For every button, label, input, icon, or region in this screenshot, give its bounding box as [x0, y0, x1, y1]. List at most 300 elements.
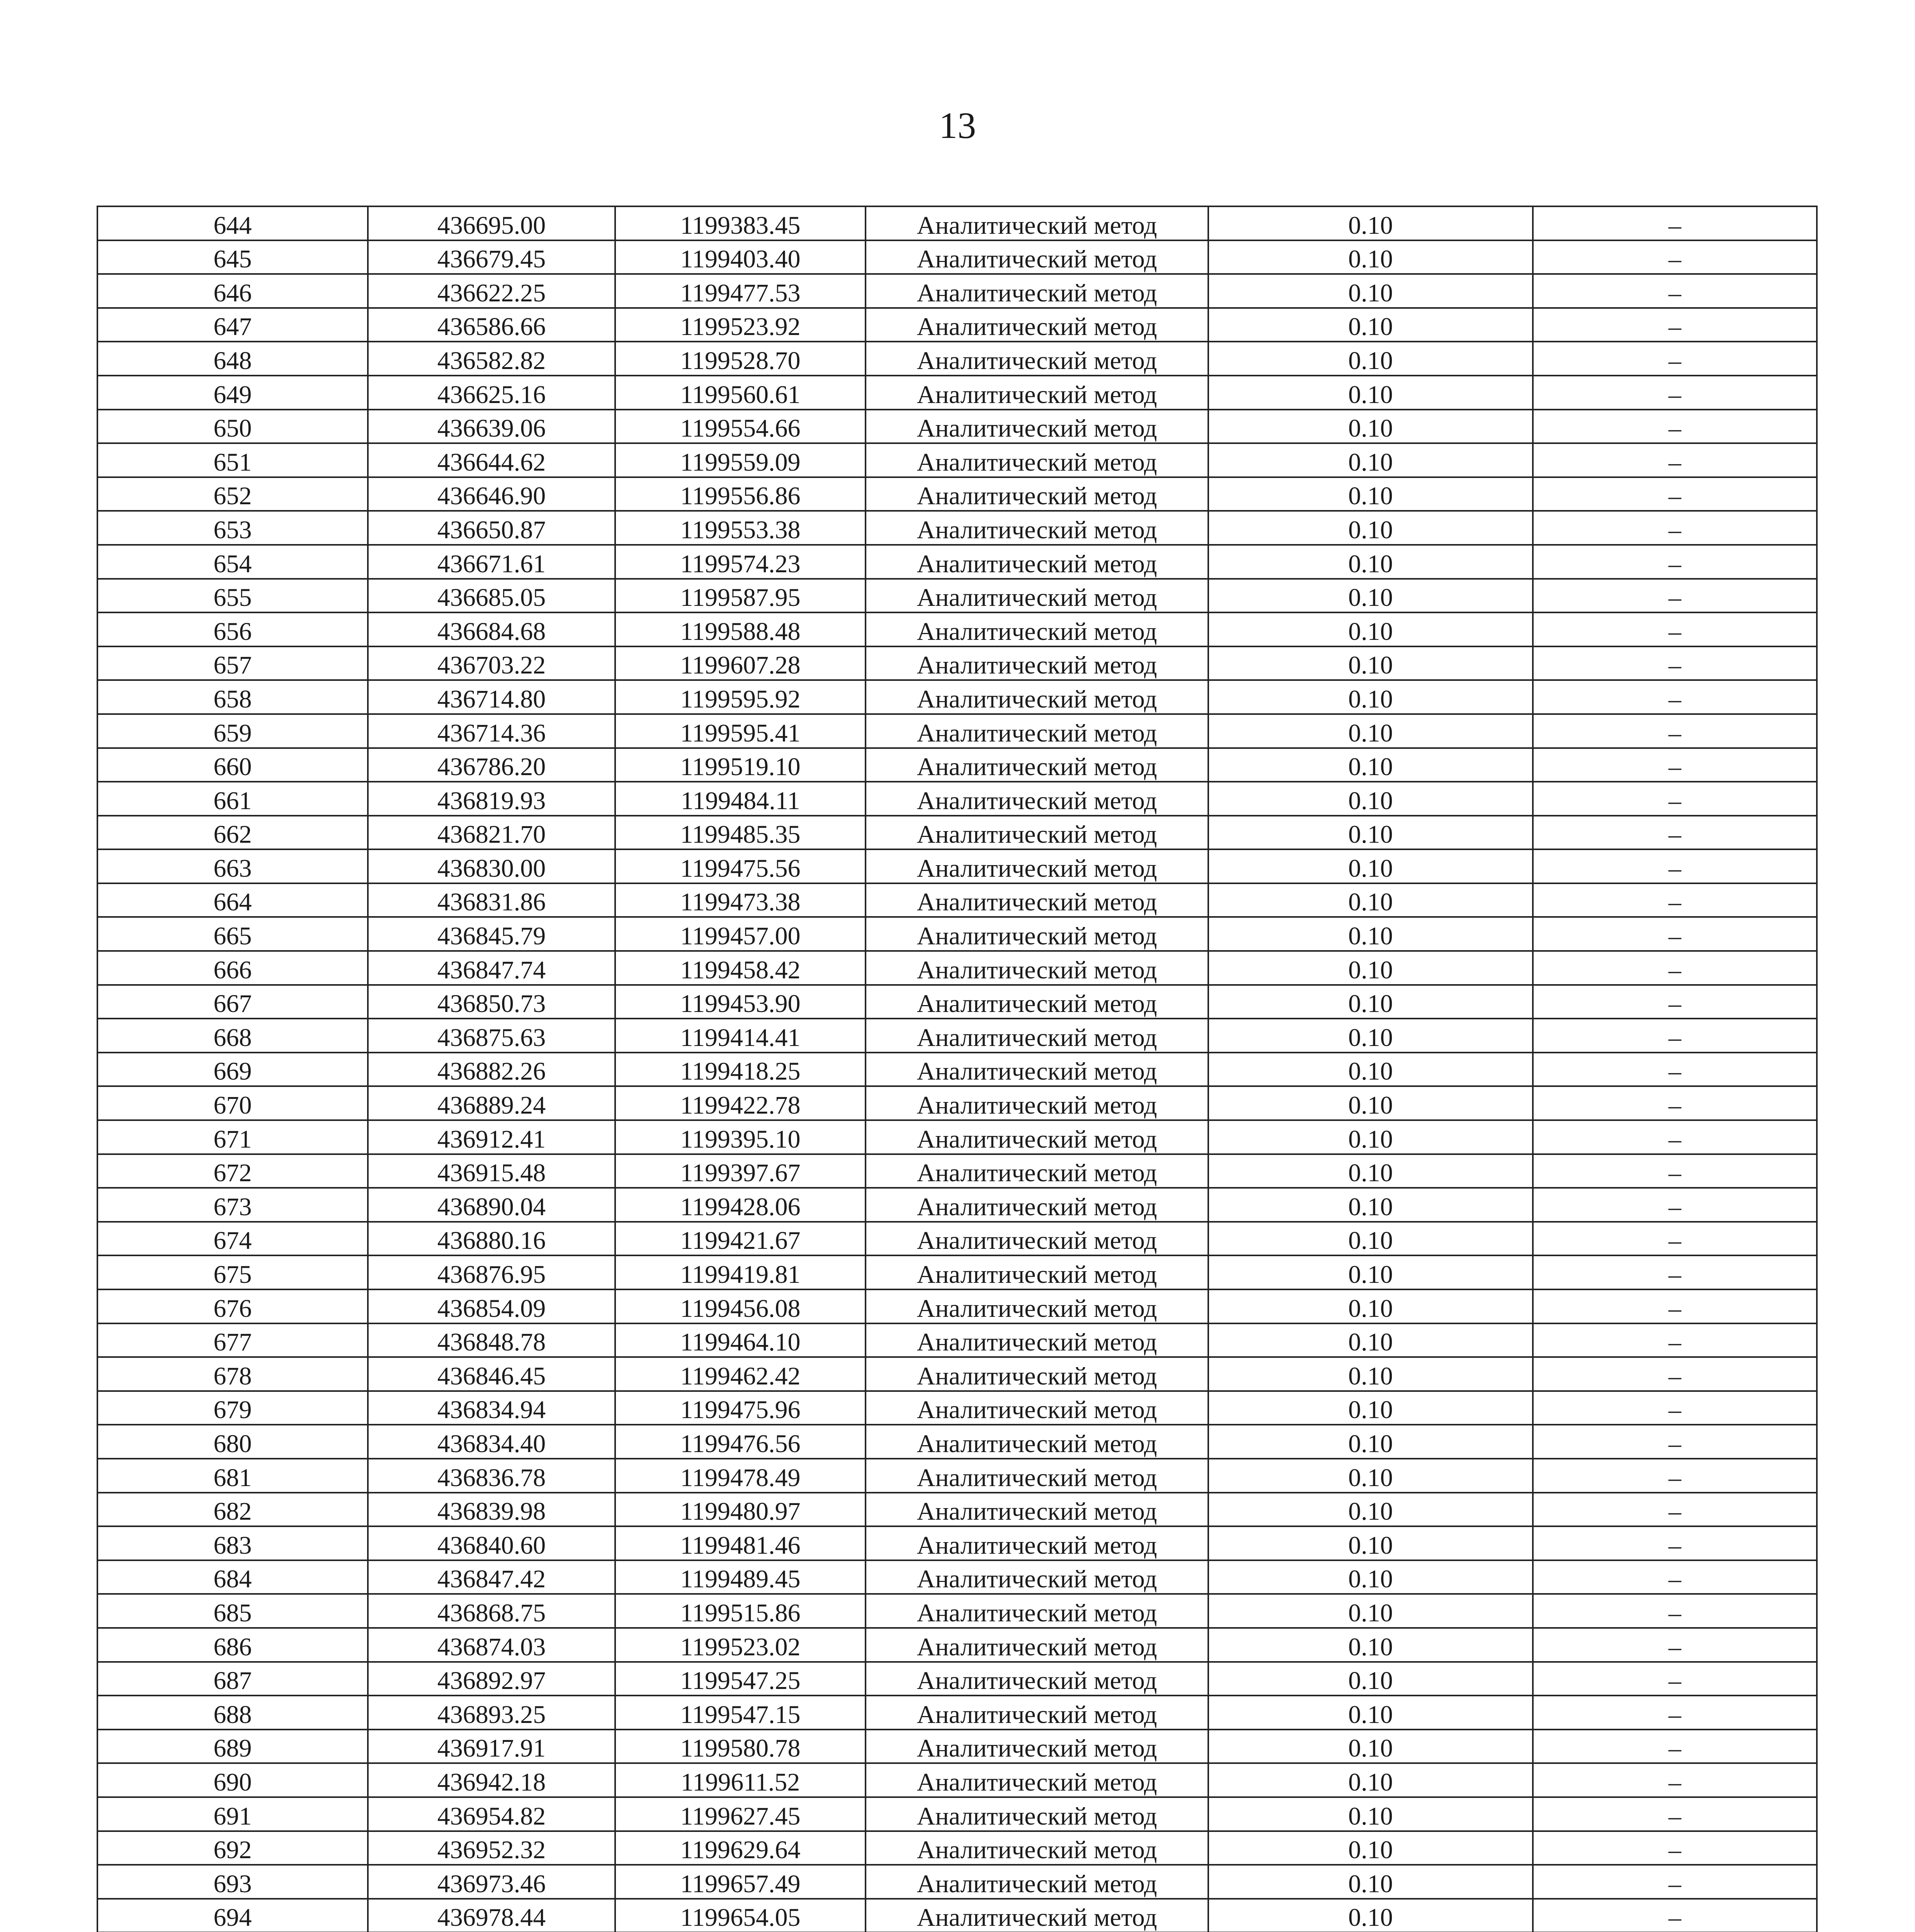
accuracy-cell: 0.10 — [1208, 1289, 1533, 1323]
table-row — [97, 1357, 1817, 1391]
point-number-cell: 682 — [97, 1493, 368, 1527]
method-cell: Аналитический метод — [866, 1053, 1208, 1087]
note-cell: – — [1533, 1222, 1817, 1256]
x-coordinate-cell: 436840.60 — [368, 1526, 615, 1560]
note-cell: – — [1533, 1289, 1817, 1323]
coordinates-table-body — [97, 206, 1817, 1932]
point-number-cell: 679 — [97, 1391, 368, 1425]
y-coordinate-cell: 1199554.66 — [615, 410, 866, 444]
point-number-cell: 672 — [97, 1154, 368, 1188]
y-coordinate-cell: 1199556.86 — [615, 477, 866, 511]
point-number-cell: 678 — [97, 1357, 368, 1391]
accuracy-cell: 0.10 — [1208, 680, 1533, 714]
method-cell: Аналитический метод — [866, 917, 1208, 951]
method-cell: Аналитический метод — [866, 985, 1208, 1019]
table-row — [97, 917, 1817, 951]
x-coordinate-cell: 436882.26 — [368, 1053, 615, 1087]
accuracy-cell: 0.10 — [1208, 782, 1533, 816]
x-coordinate-cell: 436836.78 — [368, 1459, 615, 1493]
y-coordinate-cell: 1199528.70 — [615, 342, 866, 376]
note-cell: – — [1533, 1391, 1817, 1425]
table-row — [97, 1154, 1817, 1188]
method-cell: Аналитический метод — [866, 1662, 1208, 1696]
accuracy-cell: 0.10 — [1208, 1594, 1533, 1628]
point-number-cell: 663 — [97, 849, 368, 883]
method-cell: Аналитический метод — [866, 342, 1208, 376]
accuracy-cell: 0.10 — [1208, 951, 1533, 985]
method-cell: Аналитический метод — [866, 1797, 1208, 1831]
table-row — [97, 680, 1817, 714]
method-cell: Аналитический метод — [866, 1493, 1208, 1527]
x-coordinate-cell: 436714.36 — [368, 714, 615, 748]
table-row — [97, 1628, 1817, 1662]
table-row — [97, 1662, 1817, 1696]
x-coordinate-cell: 436942.18 — [368, 1763, 615, 1797]
y-coordinate-cell: 1199485.35 — [615, 816, 866, 850]
y-coordinate-cell: 1199595.41 — [615, 714, 866, 748]
note-cell: – — [1533, 1459, 1817, 1493]
x-coordinate-cell: 436847.74 — [368, 951, 615, 985]
y-coordinate-cell: 1199481.46 — [615, 1526, 866, 1560]
point-number-cell: 667 — [97, 985, 368, 1019]
point-number-cell: 666 — [97, 951, 368, 985]
method-cell: Аналитический метод — [866, 206, 1208, 240]
method-cell: Аналитический метод — [866, 1560, 1208, 1594]
y-coordinate-cell: 1199418.25 — [615, 1053, 866, 1087]
point-number-cell: 681 — [97, 1459, 368, 1493]
table-row — [97, 240, 1817, 274]
method-cell: Аналитический метод — [866, 883, 1208, 917]
note-cell: – — [1533, 410, 1817, 444]
x-coordinate-cell: 436915.48 — [368, 1154, 615, 1188]
method-cell: Аналитический метод — [866, 1459, 1208, 1493]
x-coordinate-cell: 436684.68 — [368, 612, 615, 646]
x-coordinate-cell: 436831.86 — [368, 883, 615, 917]
method-cell: Аналитический метод — [866, 1628, 1208, 1662]
accuracy-cell: 0.10 — [1208, 1154, 1533, 1188]
accuracy-cell: 0.10 — [1208, 849, 1533, 883]
accuracy-cell: 0.10 — [1208, 274, 1533, 308]
y-coordinate-cell: 1199477.53 — [615, 274, 866, 308]
accuracy-cell: 0.10 — [1208, 579, 1533, 613]
y-coordinate-cell: 1199397.67 — [615, 1154, 866, 1188]
accuracy-cell: 0.10 — [1208, 443, 1533, 477]
method-cell: Аналитический метод — [866, 477, 1208, 511]
note-cell: – — [1533, 1425, 1817, 1459]
table-row — [97, 1526, 1817, 1560]
method-cell: Аналитический метод — [866, 1086, 1208, 1120]
note-cell: – — [1533, 1662, 1817, 1696]
note-cell: – — [1533, 1696, 1817, 1730]
table-row — [97, 849, 1817, 883]
note-cell: – — [1533, 206, 1817, 240]
point-number-cell: 658 — [97, 680, 368, 714]
table-row — [97, 1425, 1817, 1459]
y-coordinate-cell: 1199475.56 — [615, 849, 866, 883]
accuracy-cell: 0.10 — [1208, 1797, 1533, 1831]
note-cell: – — [1533, 985, 1817, 1019]
y-coordinate-cell: 1199547.25 — [615, 1662, 866, 1696]
y-coordinate-cell: 1199519.10 — [615, 748, 866, 782]
note-cell: – — [1533, 511, 1817, 545]
x-coordinate-cell: 436839.98 — [368, 1493, 615, 1527]
accuracy-cell: 0.10 — [1208, 1730, 1533, 1764]
y-coordinate-cell: 1199629.64 — [615, 1831, 866, 1865]
accuracy-cell: 0.10 — [1208, 748, 1533, 782]
y-coordinate-cell: 1199580.78 — [615, 1730, 866, 1764]
note-cell: – — [1533, 1120, 1817, 1154]
table-row — [97, 1255, 1817, 1289]
point-number-cell: 647 — [97, 308, 368, 342]
accuracy-cell: 0.10 — [1208, 545, 1533, 579]
table-row — [97, 1188, 1817, 1222]
point-number-cell: 688 — [97, 1696, 368, 1730]
accuracy-cell: 0.10 — [1208, 206, 1533, 240]
x-coordinate-cell: 436868.75 — [368, 1594, 615, 1628]
x-coordinate-cell: 436671.61 — [368, 545, 615, 579]
table-row — [97, 1899, 1817, 1932]
y-coordinate-cell: 1199657.49 — [615, 1865, 866, 1899]
page-number: 13 — [939, 105, 976, 146]
y-coordinate-cell: 1199456.08 — [615, 1289, 866, 1323]
method-cell: Аналитический метод — [866, 1289, 1208, 1323]
x-coordinate-cell: 436625.16 — [368, 376, 615, 410]
accuracy-cell: 0.10 — [1208, 1357, 1533, 1391]
accuracy-cell: 0.10 — [1208, 714, 1533, 748]
note-cell: – — [1533, 1831, 1817, 1865]
accuracy-cell: 0.10 — [1208, 410, 1533, 444]
point-number-cell: 656 — [97, 612, 368, 646]
table-row — [97, 545, 1817, 579]
table-row — [97, 1560, 1817, 1594]
table-row — [97, 1831, 1817, 1865]
accuracy-cell: 0.10 — [1208, 985, 1533, 1019]
table-row — [97, 206, 1817, 240]
method-cell: Аналитический метод — [866, 545, 1208, 579]
accuracy-cell: 0.10 — [1208, 1120, 1533, 1154]
accuracy-cell: 0.10 — [1208, 1425, 1533, 1459]
method-cell: Аналитический метод — [866, 714, 1208, 748]
point-number-cell: 665 — [97, 917, 368, 951]
accuracy-cell: 0.10 — [1208, 342, 1533, 376]
accuracy-cell: 0.10 — [1208, 1188, 1533, 1222]
table-row — [97, 511, 1817, 545]
accuracy-cell: 0.10 — [1208, 1391, 1533, 1425]
x-coordinate-cell: 436639.06 — [368, 410, 615, 444]
x-coordinate-cell: 436973.46 — [368, 1865, 615, 1899]
note-cell: – — [1533, 376, 1817, 410]
accuracy-cell: 0.10 — [1208, 816, 1533, 850]
table-row — [97, 612, 1817, 646]
y-coordinate-cell: 1199475.96 — [615, 1391, 866, 1425]
table-row — [97, 308, 1817, 342]
x-coordinate-cell: 436679.45 — [368, 240, 615, 274]
accuracy-cell: 0.10 — [1208, 1459, 1533, 1493]
x-coordinate-cell: 436912.41 — [368, 1120, 615, 1154]
point-number-cell: 652 — [97, 477, 368, 511]
table-row — [97, 883, 1817, 917]
note-cell: – — [1533, 1323, 1817, 1357]
point-number-cell: 677 — [97, 1323, 368, 1357]
method-cell: Аналитический метод — [866, 240, 1208, 274]
method-cell: Аналитический метод — [866, 1696, 1208, 1730]
x-coordinate-cell: 436819.93 — [368, 782, 615, 816]
y-coordinate-cell: 1199654.05 — [615, 1899, 866, 1932]
y-coordinate-cell: 1199422.78 — [615, 1086, 866, 1120]
x-coordinate-cell: 436846.45 — [368, 1357, 615, 1391]
y-coordinate-cell: 1199588.48 — [615, 612, 866, 646]
note-cell: – — [1533, 816, 1817, 850]
x-coordinate-cell: 436875.63 — [368, 1019, 615, 1053]
accuracy-cell: 0.10 — [1208, 1696, 1533, 1730]
accuracy-cell: 0.10 — [1208, 1222, 1533, 1256]
accuracy-cell: 0.10 — [1208, 1662, 1533, 1696]
accuracy-cell: 0.10 — [1208, 1086, 1533, 1120]
point-number-cell: 644 — [97, 206, 368, 240]
accuracy-cell: 0.10 — [1208, 612, 1533, 646]
method-cell: Аналитический метод — [866, 443, 1208, 477]
accuracy-cell: 0.10 — [1208, 511, 1533, 545]
x-coordinate-cell: 436845.79 — [368, 917, 615, 951]
x-coordinate-cell: 436880.16 — [368, 1222, 615, 1256]
table-row — [97, 1019, 1817, 1053]
y-coordinate-cell: 1199464.10 — [615, 1323, 866, 1357]
method-cell: Аналитический метод — [866, 376, 1208, 410]
y-coordinate-cell: 1199515.86 — [615, 1594, 866, 1628]
y-coordinate-cell: 1199560.61 — [615, 376, 866, 410]
note-cell: – — [1533, 545, 1817, 579]
method-cell: Аналитический метод — [866, 511, 1208, 545]
y-coordinate-cell: 1199457.00 — [615, 917, 866, 951]
x-coordinate-cell: 436848.78 — [368, 1323, 615, 1357]
accuracy-cell: 0.10 — [1208, 917, 1533, 951]
x-coordinate-cell: 436703.22 — [368, 646, 615, 680]
x-coordinate-cell: 436834.40 — [368, 1425, 615, 1459]
note-cell: – — [1533, 1188, 1817, 1222]
x-coordinate-cell: 436695.00 — [368, 206, 615, 240]
x-coordinate-cell: 436892.97 — [368, 1662, 615, 1696]
y-coordinate-cell: 1199627.45 — [615, 1797, 866, 1831]
note-cell: – — [1533, 1865, 1817, 1899]
note-cell: – — [1533, 951, 1817, 985]
point-number-cell: 648 — [97, 342, 368, 376]
method-cell: Аналитический метод — [866, 1019, 1208, 1053]
x-coordinate-cell: 436582.82 — [368, 342, 615, 376]
method-cell: Аналитический метод — [866, 1831, 1208, 1865]
accuracy-cell: 0.10 — [1208, 1053, 1533, 1087]
x-coordinate-cell: 436854.09 — [368, 1289, 615, 1323]
note-cell: – — [1533, 308, 1817, 342]
table-row — [97, 1323, 1817, 1357]
method-cell: Аналитический метод — [866, 1594, 1208, 1628]
accuracy-cell: 0.10 — [1208, 1255, 1533, 1289]
note-cell: – — [1533, 240, 1817, 274]
point-number-cell: 649 — [97, 376, 368, 410]
x-coordinate-cell: 436850.73 — [368, 985, 615, 1019]
y-coordinate-cell: 1199484.11 — [615, 782, 866, 816]
accuracy-cell: 0.10 — [1208, 1628, 1533, 1662]
y-coordinate-cell: 1199403.40 — [615, 240, 866, 274]
y-coordinate-cell: 1199458.42 — [615, 951, 866, 985]
method-cell: Аналитический метод — [866, 579, 1208, 613]
table-row — [97, 1730, 1817, 1764]
method-cell: Аналитический метод — [866, 1357, 1208, 1391]
table-row — [97, 1391, 1817, 1425]
x-coordinate-cell: 436650.87 — [368, 511, 615, 545]
method-cell: Аналитический метод — [866, 1391, 1208, 1425]
x-coordinate-cell: 436714.80 — [368, 680, 615, 714]
accuracy-cell: 0.10 — [1208, 646, 1533, 680]
method-cell: Аналитический метод — [866, 1425, 1208, 1459]
accuracy-cell: 0.10 — [1208, 883, 1533, 917]
method-cell: Аналитический метод — [866, 1154, 1208, 1188]
table-row — [97, 1696, 1817, 1730]
accuracy-cell: 0.10 — [1208, 1831, 1533, 1865]
point-number-cell: 645 — [97, 240, 368, 274]
method-cell: Аналитический метод — [866, 782, 1208, 816]
note-cell: – — [1533, 1493, 1817, 1527]
point-number-cell: 690 — [97, 1763, 368, 1797]
method-cell: Аналитический метод — [866, 1763, 1208, 1797]
table-row — [97, 579, 1817, 613]
y-coordinate-cell: 1199478.49 — [615, 1459, 866, 1493]
point-number-cell: 654 — [97, 545, 368, 579]
method-cell: Аналитический метод — [866, 1222, 1208, 1256]
point-number-cell: 661 — [97, 782, 368, 816]
point-number-cell: 653 — [97, 511, 368, 545]
note-cell: – — [1533, 714, 1817, 748]
point-number-cell: 673 — [97, 1188, 368, 1222]
accuracy-cell: 0.10 — [1208, 1560, 1533, 1594]
y-coordinate-cell: 1199607.28 — [615, 646, 866, 680]
y-coordinate-cell: 1199523.92 — [615, 308, 866, 342]
table-row — [97, 1493, 1817, 1527]
point-number-cell: 687 — [97, 1662, 368, 1696]
table-row — [97, 646, 1817, 680]
x-coordinate-cell: 436890.04 — [368, 1188, 615, 1222]
table-row — [97, 1797, 1817, 1831]
y-coordinate-cell: 1199476.56 — [615, 1425, 866, 1459]
point-number-cell: 675 — [97, 1255, 368, 1289]
note-cell: – — [1533, 646, 1817, 680]
note-cell: – — [1533, 1730, 1817, 1764]
note-cell: – — [1533, 1019, 1817, 1053]
note-cell: – — [1533, 1797, 1817, 1831]
point-number-cell: 684 — [97, 1560, 368, 1594]
table-row — [97, 1459, 1817, 1493]
y-coordinate-cell: 1199523.02 — [615, 1628, 866, 1662]
method-cell: Аналитический метод — [866, 951, 1208, 985]
point-number-cell: 655 — [97, 579, 368, 613]
method-cell: Аналитический метод — [866, 748, 1208, 782]
method-cell: Аналитический метод — [866, 1323, 1208, 1357]
method-cell: Аналитический метод — [866, 1526, 1208, 1560]
x-coordinate-cell: 436644.62 — [368, 443, 615, 477]
point-number-cell: 680 — [97, 1425, 368, 1459]
point-number-cell: 660 — [97, 748, 368, 782]
coordinates-table — [97, 206, 1818, 1932]
x-coordinate-cell: 436978.44 — [368, 1899, 615, 1932]
table-row — [97, 342, 1817, 376]
y-coordinate-cell: 1199559.09 — [615, 443, 866, 477]
method-cell: Аналитический метод — [866, 410, 1208, 444]
accuracy-cell: 0.10 — [1208, 240, 1533, 274]
point-number-cell: 664 — [97, 883, 368, 917]
y-coordinate-cell: 1199395.10 — [615, 1120, 866, 1154]
method-cell: Аналитический метод — [866, 274, 1208, 308]
method-cell: Аналитический метод — [866, 308, 1208, 342]
note-cell: – — [1533, 579, 1817, 613]
table-row — [97, 1763, 1817, 1797]
x-coordinate-cell: 436876.95 — [368, 1255, 615, 1289]
x-coordinate-cell: 436834.94 — [368, 1391, 615, 1425]
x-coordinate-cell: 436889.24 — [368, 1086, 615, 1120]
x-coordinate-cell: 436830.00 — [368, 849, 615, 883]
method-cell: Аналитический метод — [866, 1899, 1208, 1932]
y-coordinate-cell: 1199595.92 — [615, 680, 866, 714]
x-coordinate-cell: 436586.66 — [368, 308, 615, 342]
x-coordinate-cell: 436622.25 — [368, 274, 615, 308]
x-coordinate-cell: 436954.82 — [368, 1797, 615, 1831]
point-number-cell: 650 — [97, 410, 368, 444]
note-cell: – — [1533, 849, 1817, 883]
y-coordinate-cell: 1199547.15 — [615, 1696, 866, 1730]
note-cell: – — [1533, 782, 1817, 816]
y-coordinate-cell: 1199414.41 — [615, 1019, 866, 1053]
point-number-cell: 692 — [97, 1831, 368, 1865]
point-number-cell: 693 — [97, 1865, 368, 1899]
table-row — [97, 274, 1817, 308]
y-coordinate-cell: 1199453.90 — [615, 985, 866, 1019]
table-row — [97, 1120, 1817, 1154]
point-number-cell: 657 — [97, 646, 368, 680]
accuracy-cell: 0.10 — [1208, 376, 1533, 410]
point-number-cell: 691 — [97, 1797, 368, 1831]
accuracy-cell: 0.10 — [1208, 1323, 1533, 1357]
y-coordinate-cell: 1199574.23 — [615, 545, 866, 579]
point-number-cell: 646 — [97, 274, 368, 308]
point-number-cell: 671 — [97, 1120, 368, 1154]
table-row — [97, 1289, 1817, 1323]
point-number-cell: 662 — [97, 816, 368, 850]
table-row — [97, 714, 1817, 748]
method-cell: Аналитический метод — [866, 1865, 1208, 1899]
method-cell: Аналитический метод — [866, 680, 1208, 714]
x-coordinate-cell: 436952.32 — [368, 1831, 615, 1865]
point-number-cell: 670 — [97, 1086, 368, 1120]
method-cell: Аналитический метод — [866, 612, 1208, 646]
y-coordinate-cell: 1199428.06 — [615, 1188, 866, 1222]
table-row — [97, 1086, 1817, 1120]
table-row — [97, 782, 1817, 816]
table-row — [97, 1865, 1817, 1899]
table-row — [97, 1222, 1817, 1256]
x-coordinate-cell: 436847.42 — [368, 1560, 615, 1594]
point-number-cell: 686 — [97, 1628, 368, 1662]
note-cell: – — [1533, 883, 1817, 917]
y-coordinate-cell: 1199587.95 — [615, 579, 866, 613]
point-number-cell: 674 — [97, 1222, 368, 1256]
method-cell: Аналитический метод — [866, 646, 1208, 680]
note-cell: – — [1533, 680, 1817, 714]
point-number-cell: 669 — [97, 1053, 368, 1087]
note-cell: – — [1533, 917, 1817, 951]
point-number-cell: 683 — [97, 1526, 368, 1560]
point-number-cell: 694 — [97, 1899, 368, 1932]
y-coordinate-cell: 1199553.38 — [615, 511, 866, 545]
method-cell: Аналитический метод — [866, 1255, 1208, 1289]
y-coordinate-cell: 1199383.45 — [615, 206, 866, 240]
